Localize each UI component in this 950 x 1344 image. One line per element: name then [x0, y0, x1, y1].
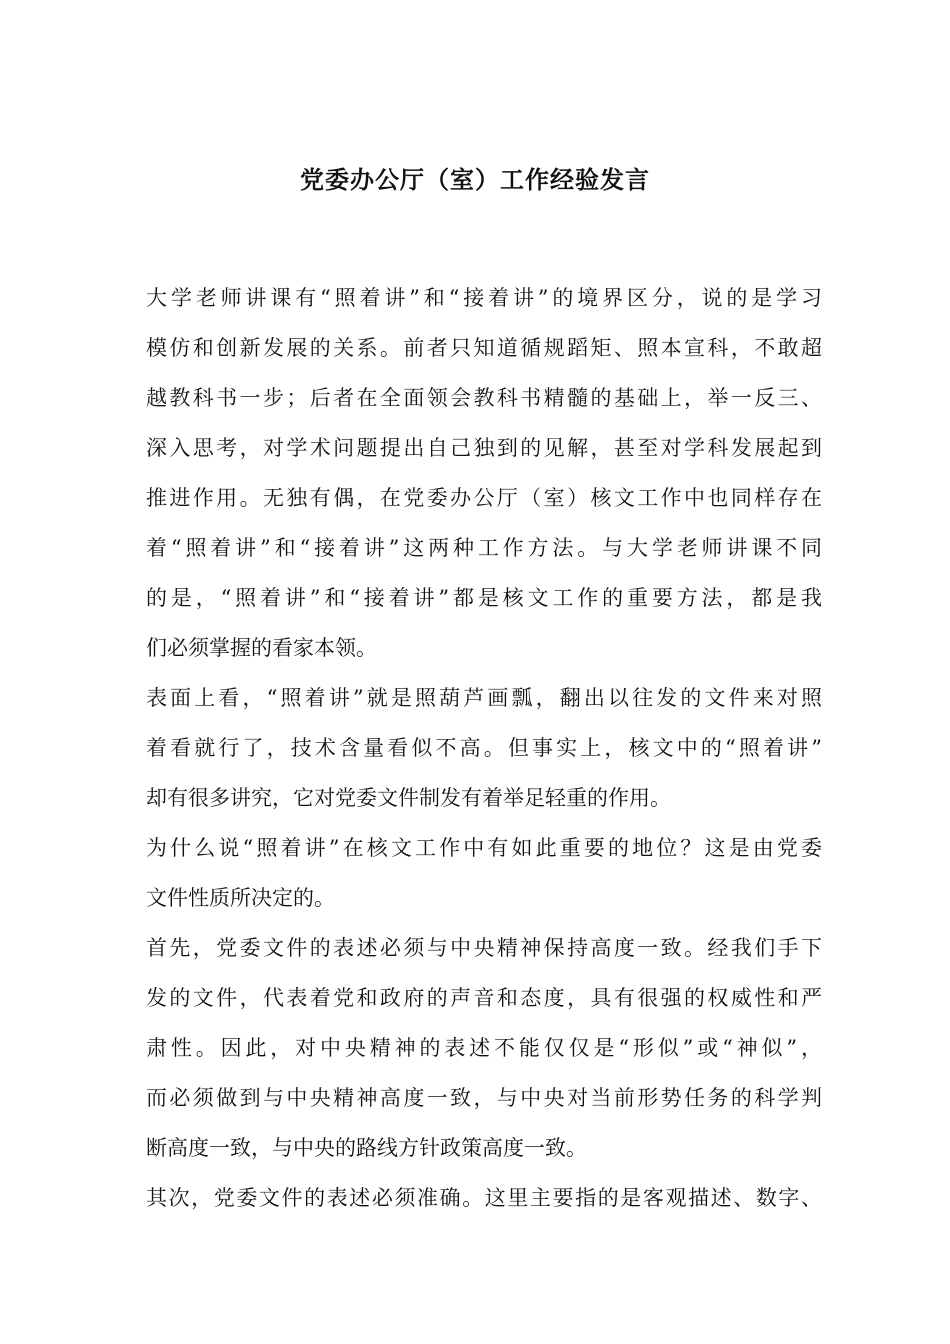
document-title: 党委办公厅（室）工作经验发言 [300, 165, 650, 194]
body-line: 模仿和创新发展的关系。前者只知道循规蹈矩、照本宣科，不敢超 [146, 336, 822, 360]
body-line: 首先，党委文件的表述必须与中央精神保持高度一致。经我们手下 [146, 936, 822, 960]
body-line: 断高度一致，与中央的路线方针政策高度一致。 [146, 1136, 587, 1160]
body-line: 肃性。因此，对中央精神的表述不能仅仅是“形似”或“神似”， [146, 1036, 822, 1060]
body-line: 大学老师讲课有“照着讲”和“接着讲”的境界区分，说的是学习 [146, 286, 822, 310]
body-line: 发的文件，代表着党和政府的声音和态度，具有很强的权威性和严 [146, 986, 822, 1010]
body-line: 们必须掌握的看家本领。 [146, 636, 377, 660]
body-line: 而必须做到与中央精神高度一致，与中央对当前形势任务的科学判 [146, 1086, 822, 1110]
body-line: 越教科书一步；后者在全面领会教科书精髓的基础上，举一反三、 [146, 386, 822, 410]
body-line: 其次，党委文件的表述必须准确。这里主要指的是客观描述、数字、 [146, 1186, 822, 1210]
body-line: 深入思考，对学术问题提出自己独到的见解，甚至对学科发展起到 [146, 436, 822, 460]
body-line: 表面上看，“照着讲”就是照葫芦画瓢，翻出以往发的文件来对照 [146, 686, 822, 710]
document-body [146, 273, 822, 1223]
body-line: 着“照着讲”和“接着讲”这两种工作方法。与大学老师讲课不同 [146, 536, 822, 560]
body-line: 却有很多讲究，它对党委文件制发有着举足轻重的作用。 [146, 786, 671, 810]
body-line: 为什么说“照着讲”在核文工作中有如此重要的地位？这是由党委 [146, 836, 822, 860]
body-line: 着看就行了，技术含量看似不高。但事实上，核文中的“照着讲” [146, 736, 822, 760]
body-line: 推进作用。无独有偶，在党委办公厅（室）核文工作中也同样存在 [146, 486, 822, 510]
body-line: 的是，“照着讲”和“接着讲”都是核文工作的重要方法，都是我 [146, 586, 822, 610]
body-line: 文件性质所决定的。 [146, 886, 335, 910]
